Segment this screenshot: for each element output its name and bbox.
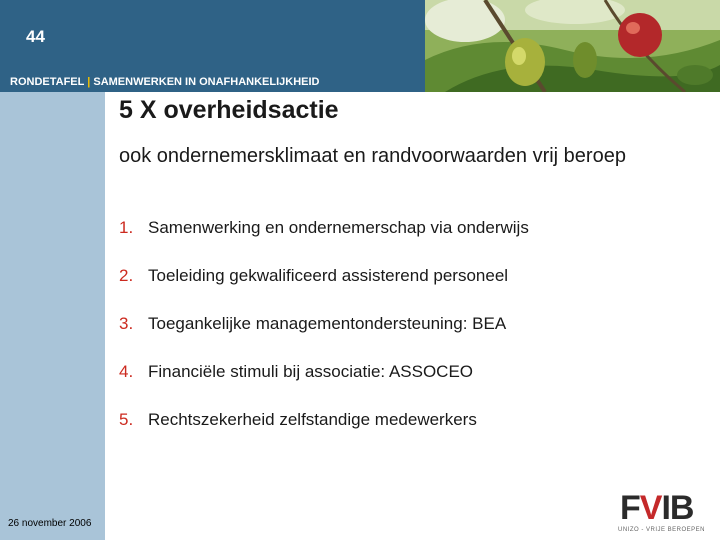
list-item-text: Rechtszekerheid zelfstandige medewerkers [148,410,477,429]
fvib-logo [612,490,710,536]
header-banner [0,0,425,92]
slide-number: 44 [26,27,45,46]
list-item [119,410,529,458]
list-item [119,218,529,266]
list-item-text: Toeleiding gekwalificeerd assisterend personeel [148,266,509,285]
left-sidebar [0,92,105,540]
logo-letter-v: V [639,489,662,527]
logo-letter-f: F [620,489,640,527]
header-separator: | [87,76,91,88]
list-item-text: Financiële stimuli bij associatie: ASSOCEO [148,362,474,381]
list-item [119,266,529,314]
list-item-number: 3. [119,314,134,333]
list-item-number: 1. [119,218,134,237]
list-item [119,362,529,410]
list-item-text: Samenwerking en ondernemerschap via onderwijs [148,218,529,237]
slide-subtitle: ook ondernemersklimaat en randvoorwaarden vrij beroep [119,145,626,167]
list-item [119,314,529,362]
list-item-number: 5. [119,410,134,429]
list-item-number: 2. [119,266,134,285]
footer-date: 26 november 2006 [8,518,92,529]
logo-wordmark [620,490,693,526]
action-list [119,218,529,458]
header-title-left: RONDETAFEL [10,76,85,88]
logo-letters-ib: IB [661,489,694,527]
header-title [10,76,319,88]
fruit-tree-photo [425,0,720,92]
slide-title: 5 X overheidsactie [119,96,339,124]
header-title-right: SAMENWERKEN IN ONAFHANKELIJKHEID [93,76,320,88]
list-item-number: 4. [119,362,134,381]
logo-tagline: UNIZO - VRIJE BEROEPEN [618,527,706,533]
list-item-text: Toegankelijke managementondersteuning: BEA [148,314,507,333]
